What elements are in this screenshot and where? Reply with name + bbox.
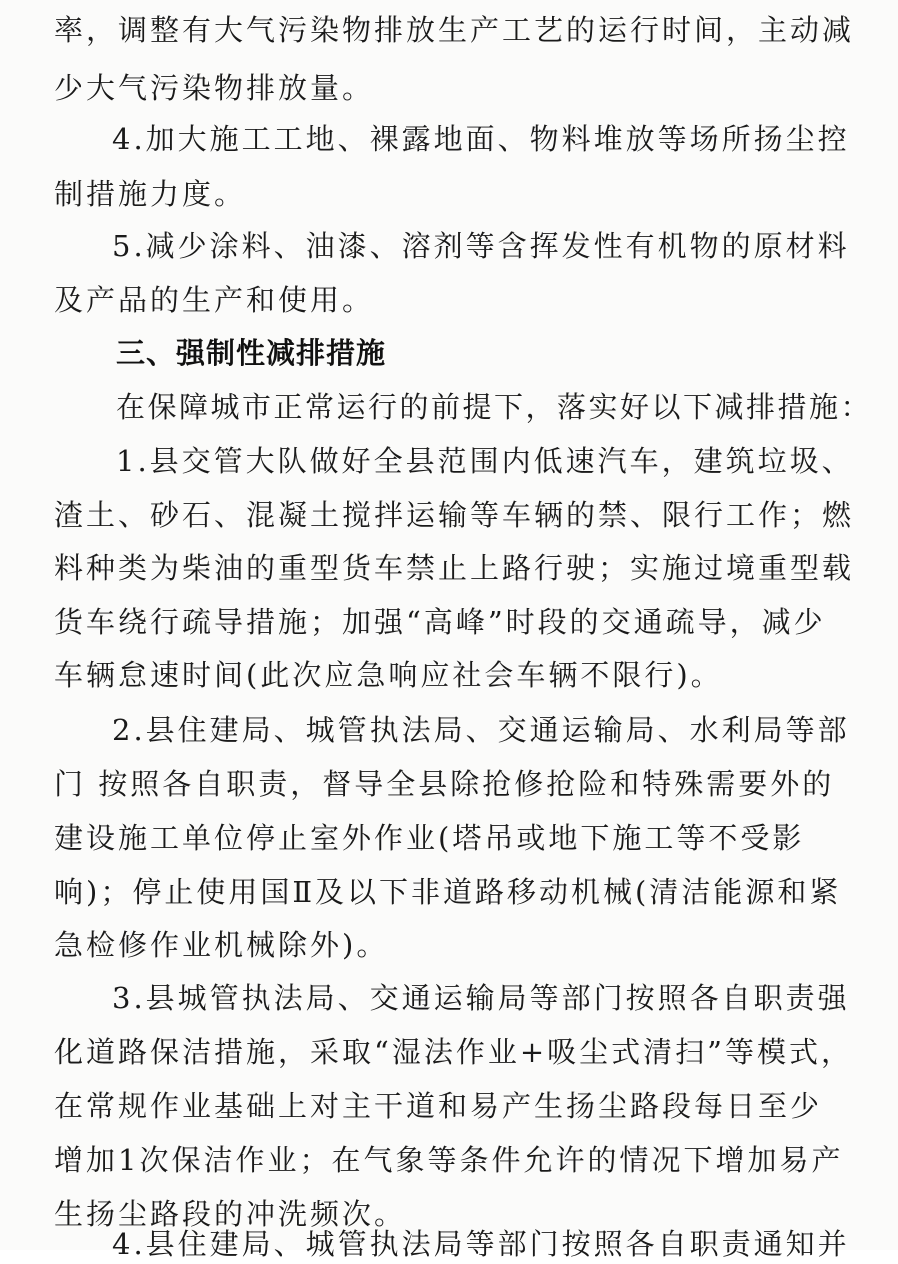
text-line-6: 及产品的生产和使用。	[54, 283, 375, 317]
text-line-12: 货车绕行疏导措施；加强“高峰”时段的交通疏导，减少	[54, 605, 826, 639]
text-line-15: 门 按照各自职责，督导全县除抢修抢险和特殊需要外的	[54, 767, 835, 801]
text-line-23: 生扬尘路段的冲洗频次。	[54, 1197, 407, 1231]
text-line-13: 车辆怠速时间(此次应急响应社会车辆不限行)。	[54, 658, 723, 692]
text-line-14: 2.县住建局、城管执法局、交通运输局、水利局等部	[112, 713, 850, 747]
text-line-1: 率，调整有大气污染物排放生产工艺的运行时间，主动减	[54, 13, 855, 47]
text-line-10: 渣土、砂石、混凝土搅拌运输等车辆的禁、限行工作；燃	[54, 498, 855, 532]
text-line-20: 化道路保洁措施，采取“湿法作业+吸尘式清扫”等模式，	[54, 1035, 853, 1069]
text-line-19: 3.县城管执法局、交通运输局等部门按照各自职责强	[112, 981, 850, 1015]
text-line-3: 4.加大施工工地、裸露地面、物料堆放等场所扬尘控	[112, 122, 850, 156]
text-line-11: 料种类为柴油的重型货车禁止上路行驶；实施过境重型载	[54, 551, 855, 585]
text-line-24: 4.县住建局、城管执法局等部门按照各自职责通知并	[112, 1227, 850, 1261]
text-line-21: 在常规作业基础上对主干道和易产生扬尘路段每日至少	[54, 1089, 823, 1123]
section-heading: 三、强制性减排措施	[116, 336, 387, 370]
text-line-2: 少大气污染物排放量。	[54, 71, 375, 105]
text-line-18: 急检修作业机械除外)。	[54, 928, 389, 962]
text-line-8: 在保障城市正常运行的前提下，落实好以下减排措施：	[116, 390, 873, 424]
text-line-5: 5.减少涂料、油漆、溶剂等含挥发性有机物的原材料	[112, 229, 850, 263]
text-line-22: 增加1次保洁作业；在气象等条件允许的情况下增加易产	[54, 1143, 844, 1177]
text-line-17: 响)；停止使用国Ⅱ及以下非道路移动机械(清洁能源和紧	[54, 875, 842, 909]
text-line-9: 1.县交管大队做好全县范围内低速汽车，建筑垃圾、	[116, 444, 854, 478]
text-line-4: 制措施力度。	[54, 177, 247, 211]
text-line-16: 建设施工单位停止室外作业(塔吊或地下施工等不受影	[54, 821, 805, 855]
